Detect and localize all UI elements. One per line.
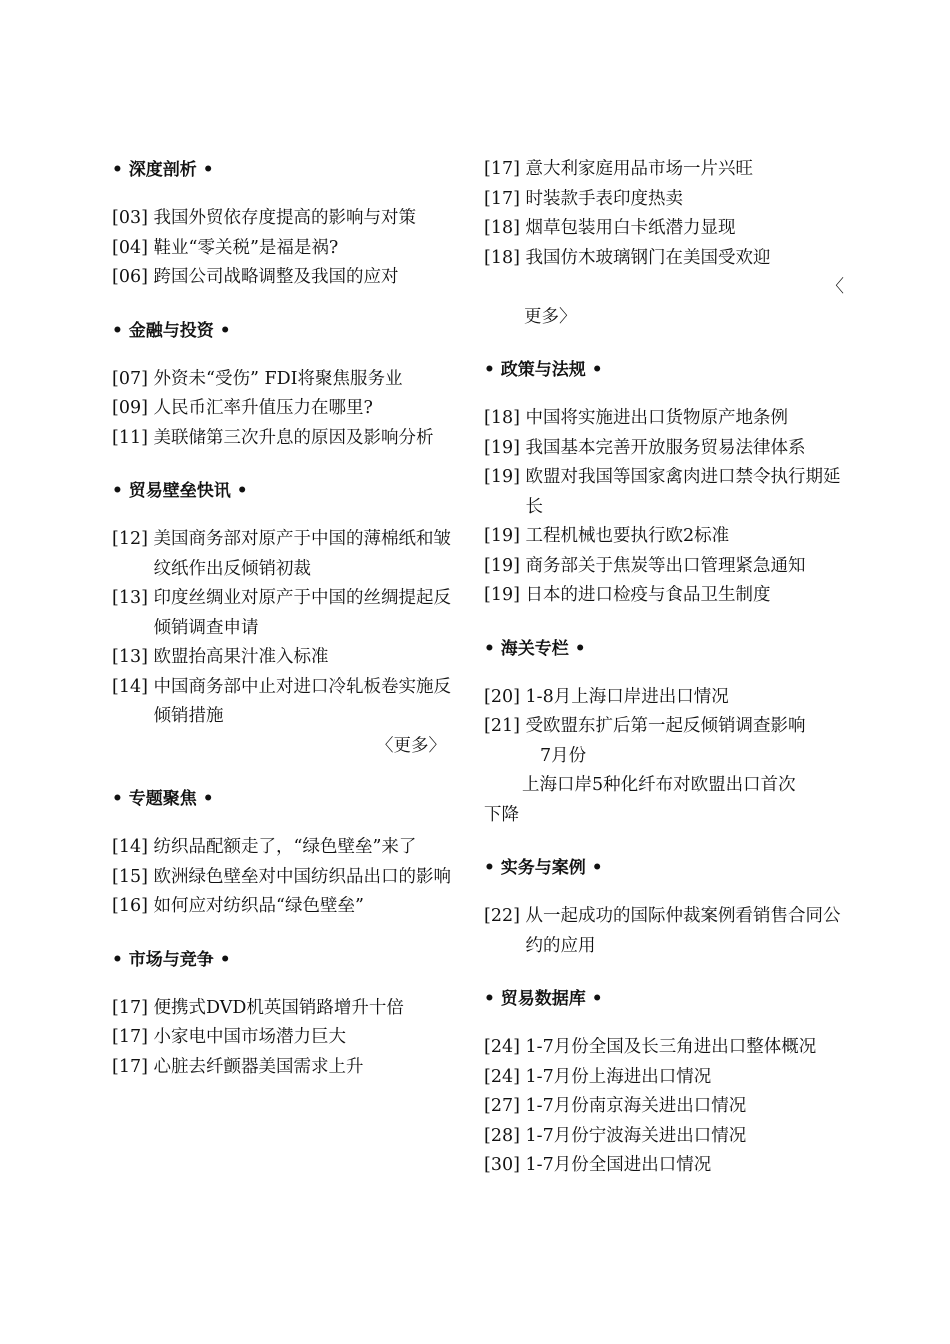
page-ref: [12] — [112, 529, 148, 549]
right-column — [484, 155, 844, 1181]
page-ref: [17] — [112, 1027, 148, 1047]
toc-item[interactable] — [112, 234, 464, 264]
more-link[interactable]: 更多〉 — [524, 306, 577, 327]
toc-item[interactable] — [484, 581, 844, 611]
page-ref: [13] — [112, 588, 148, 608]
item-text: 心脏去纤颤器美国需求上升 — [153, 1056, 364, 1077]
toc-item[interactable] — [484, 1092, 844, 1122]
item-continuation: 上海口岸5种化纤布对欧盟出口首次 — [522, 775, 796, 795]
item-continuation: 7月份 — [540, 745, 587, 766]
toc-item[interactable] — [484, 404, 844, 434]
item-text: 人民币汇率升值压力在哪里? — [153, 398, 373, 418]
item-text: 烟草包装用白卡纸潜力显现 — [525, 218, 736, 238]
toc-item[interactable] — [112, 1023, 464, 1053]
toc-item[interactable] — [112, 525, 464, 584]
page-ref: [18] — [484, 408, 520, 428]
section-heading: • 政策与法规 • — [484, 360, 603, 380]
section-heading: • 金融与投资 • — [112, 320, 231, 341]
toc-item[interactable] — [484, 552, 844, 582]
toc-item[interactable] — [484, 1151, 844, 1181]
page-ref: [17] — [484, 188, 520, 209]
page-ref: [19] — [484, 526, 520, 546]
section-title: 贸易壁垒快讯 — [128, 481, 231, 501]
page-ref: [27] — [484, 1096, 520, 1116]
item-text: 我国外贸依存度提高的影响与对策 — [153, 208, 417, 228]
page-ref: [14] — [112, 837, 148, 857]
toc-item[interactable] — [112, 833, 464, 863]
item-text: 美国商务部对原产于中国的薄棉纸和皱纹纸作出反倾销初裁 — [153, 529, 452, 579]
page-ref: [14] — [112, 676, 148, 697]
section-heading: • 贸易壁垒快讯 • — [112, 481, 248, 501]
item-text: 欧洲绿色壁垒对中国纺织品出口的影响 — [153, 866, 452, 887]
toc-item[interactable] — [484, 683, 844, 713]
more-link[interactable]: 〈更多〉 — [376, 735, 446, 756]
page-ref: [19] — [484, 555, 520, 576]
section-title: 政策与法规 — [500, 360, 586, 380]
section-title: 市场与竞争 — [128, 949, 214, 970]
page-ref: [18] — [484, 218, 520, 238]
item-text: 1-7月份上海进出口情况 — [525, 1066, 712, 1087]
page-ref: [28] — [484, 1125, 520, 1146]
item-text: 1-7月份宁波海关进出口情况 — [525, 1125, 747, 1146]
item-text: 纺织品配额走了，“绿色壁垒”来了 — [153, 837, 417, 857]
item-text: 便携式DVD机英国销路增升十倍 — [153, 997, 404, 1018]
page-ref: [13] — [112, 647, 148, 667]
toc-item[interactable] — [484, 155, 844, 185]
item-text: 我国仿木玻璃钢门在美国受欢迎 — [525, 247, 771, 268]
toc-item[interactable] — [484, 214, 844, 244]
section-title: 专题聚焦 — [128, 789, 197, 809]
page-ref: [17] — [112, 1056, 148, 1077]
toc-item[interactable] — [112, 994, 464, 1024]
page-ref: [04] — [112, 237, 148, 258]
page-ref: [19] — [484, 437, 520, 458]
item-text: 1-8月上海口岸进出口情况 — [525, 686, 729, 707]
page-ref: [20] — [484, 686, 520, 707]
section-heading: • 专题聚焦 • — [112, 789, 214, 809]
page-ref: [15] — [112, 866, 148, 887]
toc-item[interactable] — [112, 365, 464, 395]
page-ref: [24] — [484, 1066, 520, 1087]
page-ref: [19] — [484, 585, 520, 605]
page-ref: [19] — [484, 467, 520, 487]
toc-item[interactable] — [112, 584, 464, 643]
item-continuation: 下降 — [484, 804, 519, 825]
item-text: 欧盟抬高果汁准入标准 — [153, 647, 329, 667]
toc-item[interactable] — [484, 434, 844, 464]
section-title: 金融与投资 — [128, 320, 214, 341]
item-text: 外资未“受伤” FDI将聚焦服务业 — [153, 368, 403, 389]
toc-item[interactable] — [484, 1033, 844, 1063]
section-heading: • 市场与竞争 • — [112, 949, 231, 970]
toc-item[interactable] — [484, 463, 844, 522]
toc-item[interactable] — [112, 1053, 464, 1083]
item-text: 印度丝绸业对原产于中国的丝绸提起反倾销调查申请 — [153, 588, 452, 638]
page-ref: [07] — [112, 368, 148, 389]
toc-item[interactable] — [484, 902, 844, 961]
left-column — [112, 152, 464, 1082]
section-title: 海关专栏 — [500, 638, 569, 659]
page-ref: [09] — [112, 398, 148, 418]
section-title: 实务与案例 — [500, 858, 586, 878]
toc-item[interactable] — [112, 394, 464, 424]
section-title: 贸易数据库 — [500, 989, 586, 1009]
section-heading: • 深度剖析 • — [112, 160, 214, 180]
item-text: 从一起成功的国际仲裁案例看销售合同公约的应用 — [525, 906, 841, 956]
item-text: 如何应对纺织品“绿色壁垒” — [153, 896, 364, 916]
item-text: 受欧盟东扩后第一起反倾销调查影响 — [525, 716, 806, 736]
toc-item[interactable] — [484, 244, 844, 274]
toc-item[interactable] — [484, 1122, 844, 1152]
section-heading: • 贸易数据库 • — [484, 989, 603, 1009]
item-text: 工程机械也要执行欧2标准 — [525, 526, 730, 546]
toc-item[interactable] — [112, 263, 464, 293]
page-ref: [22] — [484, 906, 520, 926]
toc-item[interactable] — [484, 712, 844, 742]
page-ref: [17] — [484, 159, 520, 179]
page-ref: [30] — [484, 1155, 520, 1175]
item-text: 跨国公司战略调整及我国的应对 — [153, 267, 399, 287]
toc-item[interactable] — [484, 185, 844, 215]
page-ref: [17] — [112, 997, 148, 1018]
item-text: 小家电中国市场潜力巨大 — [153, 1027, 347, 1047]
item-text: 我国基本完善开放服务贸易法律体系 — [525, 437, 806, 458]
toc-item[interactable] — [112, 204, 464, 234]
item-text: 1-7月份全国及长三角进出口整体概况 — [525, 1037, 817, 1057]
item-text: 中国商务部中止对进口冷轧板卷实施反倾销措施 — [153, 676, 452, 726]
item-text: 日本的进口检疫与食品卫生制度 — [525, 585, 771, 605]
item-text: 1-7月份全国进出口情况 — [525, 1155, 712, 1175]
item-text: 欧盟对我国等国家禽肉进口禁令执行期延长 — [525, 467, 841, 517]
page-ref: [18] — [484, 247, 520, 268]
page-ref: [03] — [112, 208, 148, 228]
item-text: 时装款手表印度热卖 — [525, 188, 684, 209]
item-text: 中国将实施进出口货物原产地条例 — [525, 408, 789, 428]
section-heading: • 实务与案例 • — [484, 858, 603, 878]
page-ref: [11] — [112, 427, 148, 448]
more-link-open[interactable]: 〈 — [826, 277, 844, 297]
toc-item[interactable] — [484, 1063, 844, 1093]
item-text: 商务部关于焦炭等出口管理紧急通知 — [525, 555, 806, 576]
toc-item[interactable] — [112, 863, 464, 893]
item-text: 意大利家庭用品市场一片兴旺 — [525, 159, 754, 179]
section-title: 深度剖析 — [128, 160, 197, 180]
toc-item[interactable] — [484, 522, 844, 552]
page-ref: [16] — [112, 896, 148, 916]
page-ref: [24] — [484, 1037, 520, 1057]
item-text: 美联储第三次升息的原因及影响分析 — [153, 427, 434, 448]
item-text: 鞋业“零关税”是福是祸? — [153, 237, 339, 258]
toc-item[interactable] — [112, 892, 464, 922]
toc-item[interactable] — [112, 673, 464, 732]
page-ref: [06] — [112, 267, 148, 287]
section-heading: • 海关专栏 • — [484, 638, 586, 659]
toc-item[interactable] — [112, 643, 464, 673]
toc-item[interactable] — [112, 424, 464, 454]
item-text: 1-7月份南京海关进出口情况 — [525, 1096, 747, 1116]
page-ref: [21] — [484, 716, 520, 736]
